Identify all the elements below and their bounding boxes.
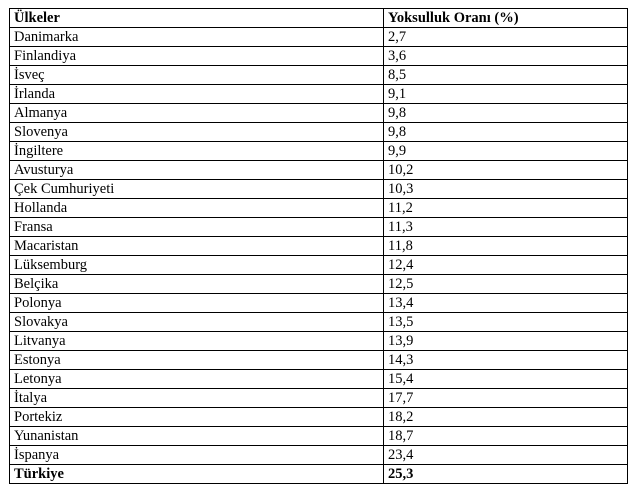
poverty-rate-cell: 3,6 xyxy=(384,47,628,66)
poverty-rate-cell: 9,8 xyxy=(384,104,628,123)
poverty-rate-cell: 18,2 xyxy=(384,408,628,427)
table-row xyxy=(10,85,628,104)
country-cell: Fransa xyxy=(10,218,384,237)
country-cell: Slovakya xyxy=(10,313,384,332)
country-cell: Litvanya xyxy=(10,332,384,351)
country-cell: Belçika xyxy=(10,275,384,294)
table-row xyxy=(10,47,628,66)
table-row xyxy=(10,199,628,218)
country-cell: Hollanda xyxy=(10,199,384,218)
table-row xyxy=(10,389,628,408)
table-row xyxy=(10,332,628,351)
country-cell: Avusturya xyxy=(10,161,384,180)
table-row xyxy=(10,465,628,484)
table-row xyxy=(10,294,628,313)
table-row xyxy=(10,427,628,446)
table-body xyxy=(10,28,628,484)
poverty-rate-cell: 23,4 xyxy=(384,446,628,465)
table-row xyxy=(10,313,628,332)
poverty-rate-cell: 2,7 xyxy=(384,28,628,47)
country-cell: Polonya xyxy=(10,294,384,313)
country-cell: İtalya xyxy=(10,389,384,408)
country-cell: Çek Cumhuriyeti xyxy=(10,180,384,199)
country-cell: Macaristan xyxy=(10,237,384,256)
poverty-rate-cell: 9,1 xyxy=(384,85,628,104)
country-cell: Danimarka xyxy=(10,28,384,47)
table-row xyxy=(10,237,628,256)
table-row xyxy=(10,446,628,465)
poverty-rate-table xyxy=(9,8,628,484)
table-row xyxy=(10,370,628,389)
poverty-rate-cell: 10,2 xyxy=(384,161,628,180)
country-cell: Slovenya xyxy=(10,123,384,142)
table-row xyxy=(10,66,628,85)
poverty-rate-cell: 13,4 xyxy=(384,294,628,313)
table-row xyxy=(10,351,628,370)
country-cell: Türkiye xyxy=(10,465,384,484)
poverty-rate-cell: 13,9 xyxy=(384,332,628,351)
table-row xyxy=(10,275,628,294)
poverty-rate-cell: 25,3 xyxy=(384,465,628,484)
poverty-rate-cell: 13,5 xyxy=(384,313,628,332)
poverty-rate-cell: 18,7 xyxy=(384,427,628,446)
table-row xyxy=(10,142,628,161)
poverty-rate-cell: 12,5 xyxy=(384,275,628,294)
country-cell: Finlandiya xyxy=(10,47,384,66)
poverty-rate-cell: 12,4 xyxy=(384,256,628,275)
table-row xyxy=(10,180,628,199)
country-cell: İrlanda xyxy=(10,85,384,104)
table-row xyxy=(10,161,628,180)
country-cell: Estonya xyxy=(10,351,384,370)
poverty-rate-cell: 11,3 xyxy=(384,218,628,237)
poverty-rate-cell: 10,3 xyxy=(384,180,628,199)
poverty-rate-cell: 11,8 xyxy=(384,237,628,256)
poverty-rate-cell: 9,8 xyxy=(384,123,628,142)
poverty-rate-cell: 17,7 xyxy=(384,389,628,408)
poverty-rate-cell: 8,5 xyxy=(384,66,628,85)
poverty-rate-cell: 15,4 xyxy=(384,370,628,389)
country-cell: Letonya xyxy=(10,370,384,389)
country-cell: Yunanistan xyxy=(10,427,384,446)
poverty-rate-cell: 14,3 xyxy=(384,351,628,370)
header-countries: Ülkeler xyxy=(10,9,384,28)
country-cell: İsveç xyxy=(10,66,384,85)
country-cell: Lüksemburg xyxy=(10,256,384,275)
poverty-rate-cell: 9,9 xyxy=(384,142,628,161)
table-row xyxy=(10,123,628,142)
table-row xyxy=(10,28,628,47)
table-header-row xyxy=(10,9,628,28)
country-cell: İspanya xyxy=(10,446,384,465)
table-row xyxy=(10,256,628,275)
table-row xyxy=(10,408,628,427)
table-row xyxy=(10,104,628,123)
country-cell: Almanya xyxy=(10,104,384,123)
country-cell: İngiltere xyxy=(10,142,384,161)
country-cell: Portekiz xyxy=(10,408,384,427)
poverty-rate-cell: 11,2 xyxy=(384,199,628,218)
header-poverty-rate: Yoksulluk Oranı (%) xyxy=(384,9,628,28)
table-row xyxy=(10,218,628,237)
